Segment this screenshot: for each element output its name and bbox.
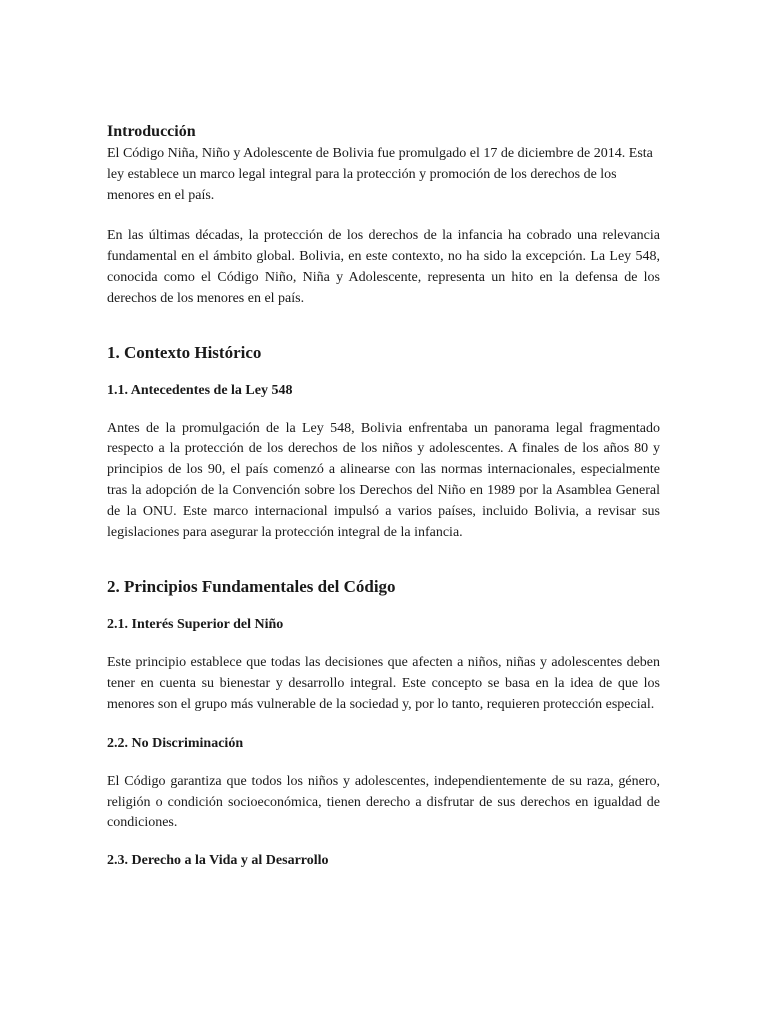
section-1-heading: 1. Contexto Histórico [107,342,262,362]
document-page [107,121,660,871]
subsection-1-1-heading: 1.1. Antecedentes de la Ley 548 [107,382,293,398]
subsection-2-1-heading: 2.1. Interés Superior del Niño [107,617,284,633]
subsection-2-2-paragraph: El Código garantiza que todos los niños y adolescentes, independientemente de su raza, género, religión o condición socioeconómica, tienen derecho a disfrutar de sus derechos en igualdad de condiciones. [107,773,660,831]
subsection-2-3-heading: 2.3. Derecho a la Vida y al Desarrollo [107,853,329,869]
intro-heading: Introducción [107,123,196,140]
intro-paragraph-2: En las últimas décadas, la protección de los derechos de la infancia ha cobrado una relevancia fundamental en el ámbito global. Bolivia, en este contexto, no ha sido la excepción. La Ley 548, conocida como el Código Niño, Niña y Adolescente, representa un hito en la defensa de los derechos de los menores en el país. [107,228,660,306]
subsection-1-1-paragraph: Antes de la promulgación de la Ley 548, Bolivia enfrentaba un panorama legal fragmentado respecto a la protección de los derechos de los niños y adolescentes. A finales de los años 80 y principios de los 90, el país comenzó a alinearse con las normas internacionales, especialmente tras la adopción de la Convención sobre los Derechos del Niño en 1989 por la Asamblea General de la ONU. Este marco internacional impulsó a varios países, incluido Bolivia, a revisar sus legislaciones para asegurar la protección integral de la infancia. [107,420,660,540]
section-2-heading: 2. Principios Fundamentales del Código [107,577,396,597]
subsection-2-1-paragraph: Este principio establece que todas las decisiones que afecten a niños, niñas y adolescentes deben tener en cuenta su bienestar y desarrollo integral. Este concepto se basa en la idea de que los menores son el grupo más vulnerable de la sociedad y, por lo tanto, requieren protección especial. [107,655,660,712]
intro-paragraph-1: El Código Niña, Niño y Adolescente de Bolivia fue promulgado el 17 de diciembre de 2014. Esta ley establece un marco legal integral para la protección y promoción de los derechos de los menores en el país. [107,146,653,203]
subsection-2-2-heading: 2.2. No Discriminación [107,735,244,751]
